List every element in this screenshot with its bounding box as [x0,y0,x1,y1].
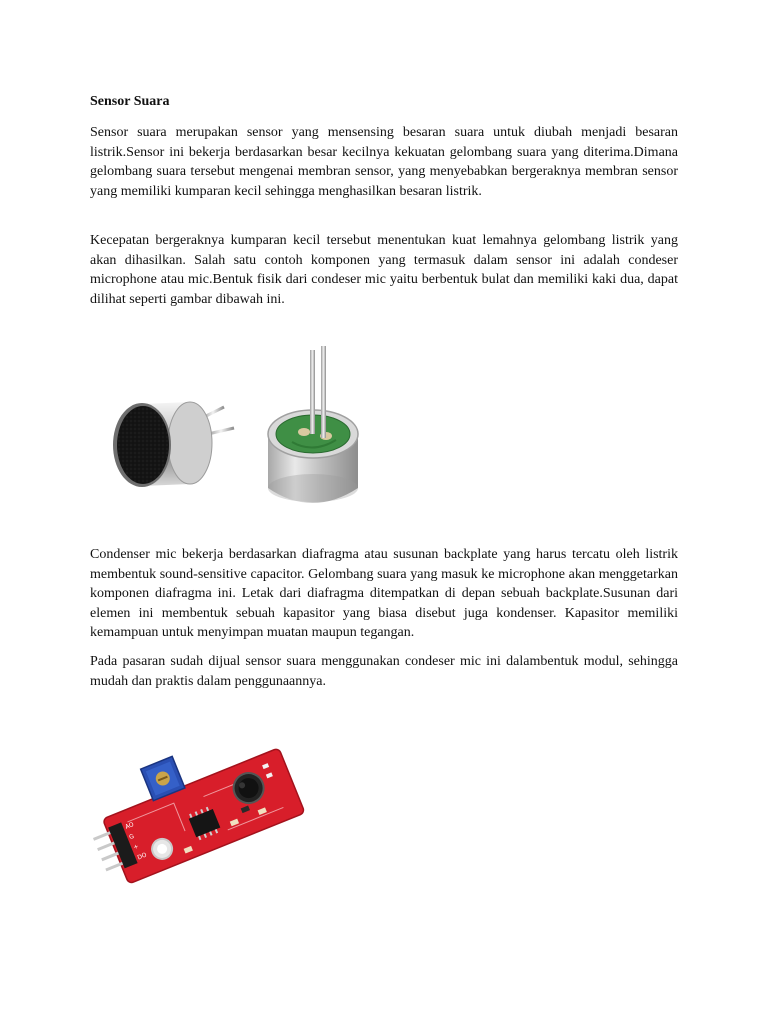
section-heading: Sensor Suara [90,94,170,109]
sound-sensor-module-icon [90,705,305,923]
paragraph-3: Condenser mic bekerja berdasarkan diafragma atau susunan backplate yang harus tercatu oleh listrik membentuk sound-sensitive capacitor. Gelombang suara yang masuk ke microphone akan menggetarkan komponen diafragma ini. Letak dari diafragma ditempatkan di depan sebuah backplate.Susunan dari elemen ini membentuk sebuah kapasitor yang biasa disebut juga kondenser. Kapasitor memiliki kemampuan untuk menyimpan muatan maupun tegangan. [90,547,678,640]
paragraph-2: Kecepatan bergeraknya kumparan kecil tersebut menentukan kuat lemahnya gelombang listrik yang akan dihasilkan. Salah satu contoh komponen yang termasuk dalam sensor ini adalah condeser microphone atau mic.Bentuk fisik dari condeser mic yaitu berbentuk bulat dan memiliki kaki dua, dapat dilihat seperti gambar dibawah ini. [90,233,678,307]
left-mic [113,402,234,487]
pin-label-do: DO [136,851,148,862]
pin-label-ao: AO [124,821,135,831]
condenser-mic-figure [90,336,390,534]
right-mic [268,346,358,503]
paragraph-1: Sensor suara merupakan sensor yang mensensing besaran suara untuk diubah menjadi besaran listrik.Sensor ini bekerja berdasarkan besar kecilnya kekuatan gelombang suara yang diterima.Dimana gelombang suara tersebut mengenai membran sensor, yang menyebabkan bergeraknya membran sensor yang memiliki kumparan kecil sehingga menghasilkan besaran listrik. [90,125,678,199]
condenser-mic-icon [90,336,390,534]
pin-label-plus: + [132,842,140,852]
pin-label-g: G [128,832,136,842]
paragraph-4: Pada pasaran sudah dijual sensor suara menggunakan condeser mic ini dalambentuk modul, sehingga mudah dan praktis dalam penggunaannya. [90,654,678,689]
sound-sensor-module-figure [90,705,305,923]
